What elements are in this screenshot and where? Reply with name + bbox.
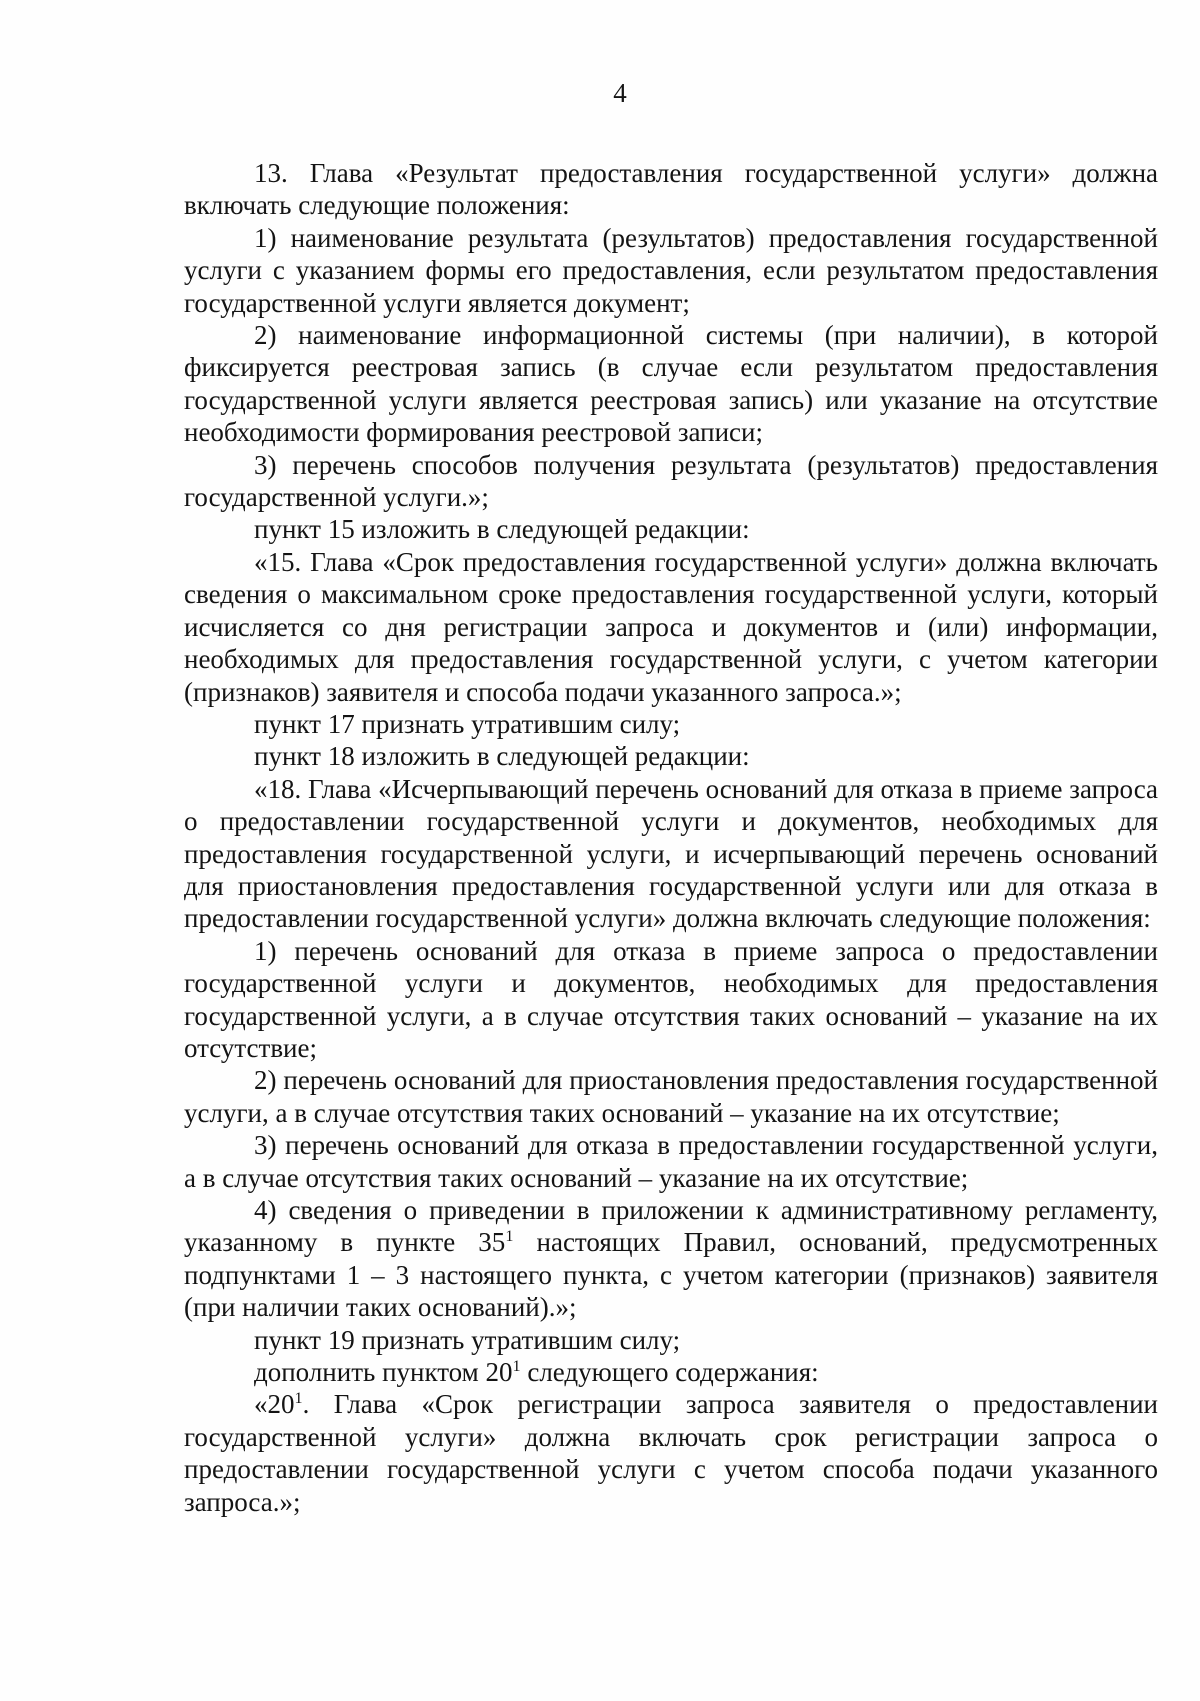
list-item: 2) перечень оснований для приостановления предоставления государственной услуги, а в случае отсутствия таких оснований – указание на их отсутствие; xyxy=(184,1065,1158,1128)
list-item: 3) перечень оснований для отказа в предоставлении государственной услуги, а в случае отсутствия таких оснований – указание на их отсутствие; xyxy=(184,1130,1158,1193)
paragraph: 13. Глава «Результат предоставления государственной услуги» должна включать следующие положения: xyxy=(184,158,1158,221)
paragraph xyxy=(184,1356,1158,1388)
document-body xyxy=(184,157,1158,1518)
list-item xyxy=(184,1194,1158,1324)
paragraph: «18. Глава «Исчерпывающий перечень оснований для отказа в приеме запроса о предоставлении государственной услуги и документов, необходимых для предоставления государственной услуги, и исчерпывающий перечень оснований для приостановления предоставления государственной услуги или для отказа в предоставлении государственной услуги» должна включать следующие положения: xyxy=(184,773,1158,934)
list-item: 3) перечень способов получения результата (результатов) предоставления государственной услуги.»; xyxy=(184,449,1158,513)
list-item: 1) перечень оснований для отказа в приеме запроса о предоставлении государственной услуги и документов, необходимых для предоставления государственной услуги, а в случае отсутствия таких оснований – указание на их отсутствие; xyxy=(184,935,1158,1063)
paragraph xyxy=(184,1388,1158,1518)
list-item: 1) наименование результата (результатов) предоставления государственной услуги с указанием формы его предоставления, если результатом предоставления государственной услуги является документ; xyxy=(184,222,1158,318)
paragraph: пункт 15 изложить в следующей редакции: xyxy=(254,514,750,545)
text-segment: . Глава «Срок регистрации запроса заявителя о предоставлении государственной услуги» должна включать срок регистрации запроса о предоставлении государственной услуги с учетом способа подачи указанного запроса.»; xyxy=(184,1389,1158,1517)
text-segment: «20 xyxy=(254,1389,295,1420)
paragraph: пункт 17 признать утратившим силу; xyxy=(254,708,681,739)
page-number: 4 xyxy=(613,78,627,108)
text-segment: дополнить пунктом 20 xyxy=(254,1357,513,1388)
text-segment: настоящих Правил, оснований, предусмотренных подпунктами 1 – 3 настоящего пункта, с учетом категории (признаков) заявителя (при наличии таких оснований).»; xyxy=(184,1227,1158,1323)
text-segment: следующего содержания: xyxy=(520,1357,819,1388)
paragraph: пункт 18 изложить в следующей редакции: xyxy=(254,741,750,772)
list-item: 2) наименование информационной системы (при наличии), в которой фиксируется реестровая запись (в случае если результатом предоставления государственной услуги является реестровая запись) или указание на отсутствие необходимости формирования реестровой записи; xyxy=(184,320,1158,448)
superscript: 1 xyxy=(294,1389,303,1408)
paragraph: «15. Глава «Срок предоставления государственной услуги» должна включать сведения о максимальном сроке предоставления государственной услуги, который исчисляется со дня регистрации запроса и документов и (или) информации, необходимых для предоставления государственной услуги, с учетом категории (признаков) заявителя и способа подачи указанного запроса.»; xyxy=(184,546,1158,707)
paragraph: пункт 19 признать утратившим силу; xyxy=(254,1324,681,1355)
text-segment: 4) сведения о приведении в приложении к административному регламенту, указанному в пункте 35 xyxy=(184,1195,1158,1258)
superscript: 1 xyxy=(505,1227,514,1246)
superscript: 1 xyxy=(512,1357,521,1376)
